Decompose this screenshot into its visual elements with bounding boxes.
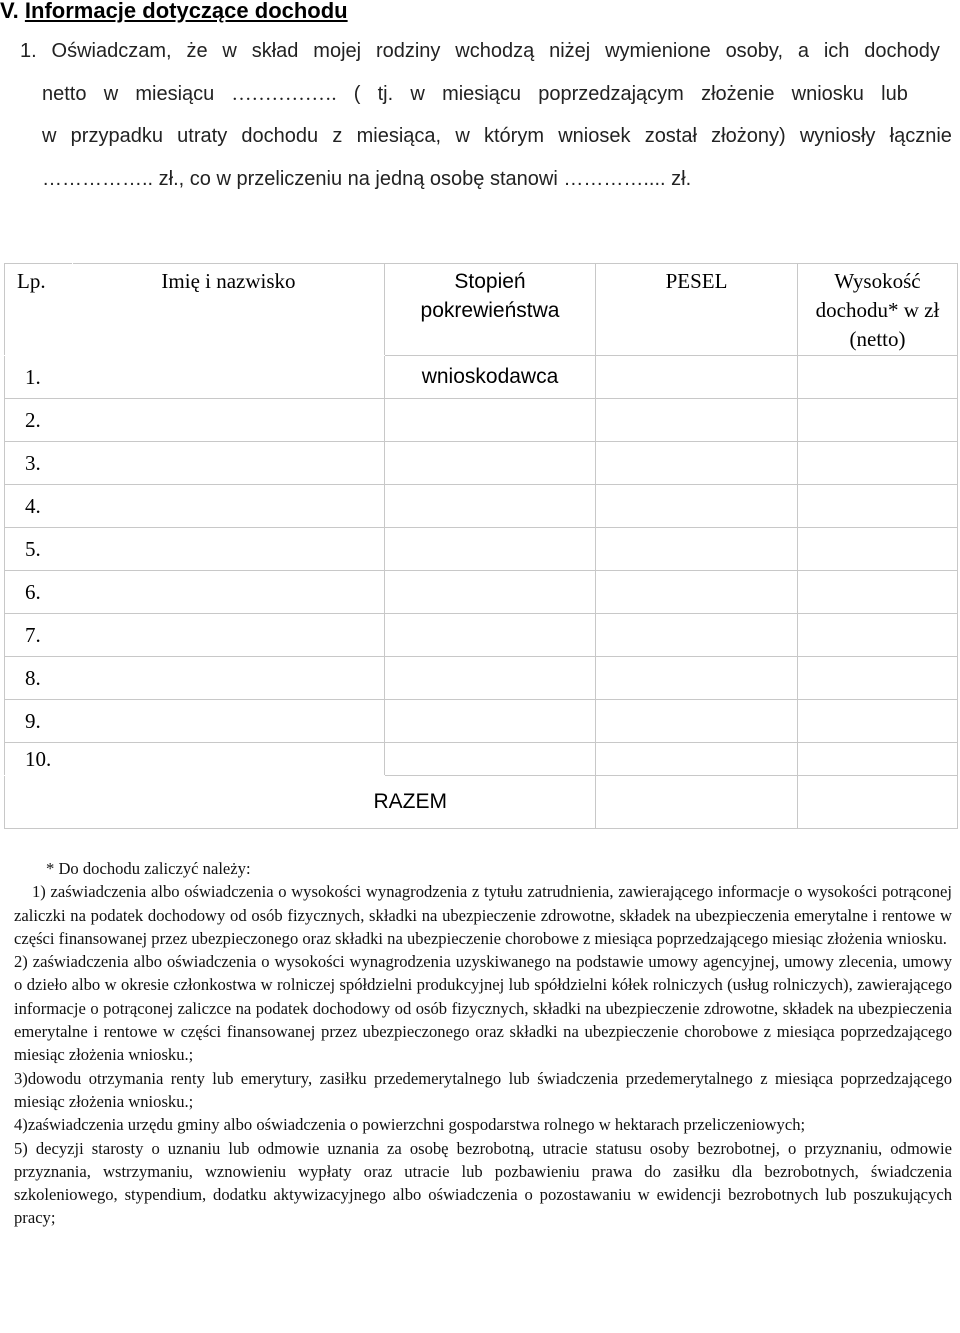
section-title (0, 0, 348, 24)
name-cell (73, 485, 385, 528)
name-cell (73, 743, 385, 776)
declaration-word: miesiąca, (356, 125, 442, 147)
table-row (5, 528, 958, 571)
declaration-word: ich (823, 40, 850, 62)
income-cell (798, 356, 958, 399)
relation-cell (385, 399, 596, 442)
declaration-word: miesiącu (442, 83, 521, 105)
row-number: 9. (5, 700, 73, 743)
income-cell (798, 743, 958, 776)
declaration-word: lub (881, 83, 908, 105)
name-cell (73, 700, 385, 743)
declaration-word: którym (483, 125, 544, 147)
name-cell (73, 528, 385, 571)
pesel-cell (596, 356, 798, 399)
declaration-line-2 (42, 83, 908, 106)
row-number: 6. (5, 571, 73, 614)
declaration-word: mojej (313, 40, 362, 62)
declaration-word: 1. (20, 40, 37, 62)
relation-cell (385, 743, 596, 776)
declaration-word: łącznie (889, 125, 952, 147)
section-prefix: V. (0, 0, 25, 23)
declaration-word: poprzedzającym (538, 83, 684, 105)
table-header-row (5, 264, 958, 356)
declaration-word: złożenie (701, 83, 775, 105)
declaration-word: w (103, 83, 119, 105)
income-cell (798, 399, 958, 442)
row-number: 1. (5, 356, 73, 399)
declaration-word: netto (42, 83, 87, 105)
declaration-line-4: …………….. zł., co w przeliczeniu na jedną osobę stanowi ………….... zł. (42, 168, 692, 190)
income-cell (798, 700, 958, 743)
pesel-cell (596, 700, 798, 743)
row-number: 7. (5, 614, 73, 657)
declaration-word: a (797, 40, 809, 62)
pesel-cell (596, 528, 798, 571)
row-number: 3. (5, 442, 73, 485)
table-row (5, 743, 958, 776)
declaration-word: skład (251, 40, 299, 62)
total-row (5, 776, 958, 829)
name-cell (73, 356, 385, 399)
pesel-cell (596, 399, 798, 442)
income-cell (798, 528, 958, 571)
declaration-word: tj. (377, 83, 394, 105)
declaration-word: w (410, 83, 425, 105)
table-row (5, 399, 958, 442)
header-name: Imię i nazwisko (73, 264, 385, 356)
declaration-word: dochody (864, 40, 940, 62)
declaration-word: w (222, 40, 237, 62)
note-item: 1) zaświadczenia albo oświadczenia o wysokości wynagrodzenia z tytułu zatrudnienia, zawierającego informacje o wysokości potrąconej zaliczki na podatek dochodowy od osób fizycznych, składki na ubezpieczenie zdrowotne, składek na ubezpieczenia emerytalne i rentowe w części finansowanej przez ubezpieczonego oraz składki na ubezpieczenie chorobowe z miesiąca poprzedzającego miesiąc złożenia wniosku. (14, 882, 952, 948)
name-cell (73, 442, 385, 485)
header-relation: Stopień pokrewieństwa (385, 264, 596, 356)
declaration-word: wniosku (791, 83, 864, 105)
declaration-word: wyniosły (799, 125, 876, 147)
header-lp: Lp. (5, 264, 73, 356)
income-cell (798, 442, 958, 485)
income-cell (798, 485, 958, 528)
note-item: 2) zaświadczenia albo oświadczenia o wysokości wynagrodzenia uzyskiwanego na podstawie umowy agencyjnej, umowy zlecenia, umowy o dzieło albo w okresie członkostwa w rolniczej spółdzielni produkcyjnej lub spółdzielni kółek rolniczych (usług rolniczych), zawierającego informacje o potrąconej zaliczce na podatek dochodowy od osób fizycznych, składki na ubezpieczenie zdrowotne, składek na ubezpieczenia emerytalne i rentowe w części finansowanej przez ubezpieczonego oraz składki na ubezpieczenie chorobowe z miesiąca poprzedzającego miesiąc złożenia wniosku.; (14, 952, 952, 1065)
table-row (5, 614, 958, 657)
note-item: 5) decyzji starosty o uznaniu lub odmowie uznania za osobę bezrobotną, utracie statusu osoby bezrobotnej, o przyznaniu, odmowie przyznania, wstrzymaniu, wznowieniu wypłaty oraz utracie lub pozbawieniu prawa do zasiłku dla bezrobotnych, świadczenia szkoleniowego, stypendium, dodatku aktywizacyjnego albo oświadczenia o pozostawaniu w ewidencji bezrobotnych lub poszukujących pracy; (14, 1138, 952, 1228)
row-number: 4. (5, 485, 73, 528)
declaration-line-1 (20, 40, 940, 63)
total-income-cell (798, 776, 958, 829)
pesel-cell (596, 614, 798, 657)
section-title-text: Informacje dotyczące dochodu (24, 0, 348, 23)
total-label: RAZEM (5, 776, 596, 829)
declaration-word: w (455, 125, 470, 147)
row-number: 2. (5, 399, 73, 442)
declaration-word: że (186, 40, 208, 62)
declaration-word: miesiącu (135, 83, 215, 105)
declaration-word: wchodzą (455, 40, 535, 62)
declaration-word: został (644, 125, 697, 147)
income-cell (798, 657, 958, 700)
income-cell (798, 614, 958, 657)
declaration-word: z (332, 125, 343, 147)
pesel-cell (596, 442, 798, 485)
relation-cell (385, 528, 596, 571)
note-item: 3)dowodu otrzymania renty lub emerytury, zasiłku przedemerytalnego lub świadczenia przedemerytalnego z miesiąca poprzedzającego miesiąc złożenia wniosku.; (14, 1068, 952, 1111)
header-income: Wysokość dochodu* w zł (netto) (798, 264, 958, 356)
name-cell (73, 571, 385, 614)
declaration-word: przypadku (70, 125, 163, 147)
relation-cell (385, 485, 596, 528)
pesel-cell (596, 743, 798, 776)
declaration-word: w (42, 125, 57, 147)
declaration-word: ( (353, 83, 361, 105)
note-item: 4)zaświadczenia urzędu gminy albo oświadczenia o powierzchni gospodarstwa rolnego w hektarach przeliczeniowych; (14, 1115, 806, 1135)
table-row (5, 700, 958, 743)
income-notes (14, 857, 952, 1230)
pesel-cell (596, 485, 798, 528)
income-cell (798, 571, 958, 614)
row-number: 5. (5, 528, 73, 571)
relation-cell (385, 571, 596, 614)
name-cell (73, 399, 385, 442)
relation-cell (385, 442, 596, 485)
declaration-line-3 (42, 125, 952, 148)
notes-intro: * Do dochodu zaliczyć należy: (46, 859, 251, 878)
relation-cell (385, 700, 596, 743)
month-blank: ……………. (231, 83, 337, 105)
family-members-table (4, 263, 958, 829)
row-number: 8. (5, 657, 73, 700)
name-cell (73, 657, 385, 700)
declaration-word: niżej (549, 40, 591, 62)
header-pesel: PESEL (596, 264, 798, 356)
declaration-word: dochodu (241, 125, 319, 147)
pesel-cell (596, 657, 798, 700)
total-pesel-cell (596, 776, 798, 829)
row-number: 10. (5, 743, 73, 776)
pesel-cell (596, 571, 798, 614)
declaration-word: rodziny (375, 40, 441, 62)
relation-cell: wnioskodawca (385, 356, 596, 399)
table-row (5, 442, 958, 485)
table-row (5, 356, 958, 399)
declaration-word: wymienione (605, 40, 711, 62)
declaration-word: wniosek (558, 125, 631, 147)
relation-cell (385, 614, 596, 657)
declaration-word: utraty (177, 125, 228, 147)
name-cell (73, 614, 385, 657)
relation-cell (385, 657, 596, 700)
table-row (5, 485, 958, 528)
table-row (5, 657, 958, 700)
declaration-word: złożony) (711, 125, 786, 147)
declaration-word: osoby, (725, 40, 784, 62)
table-row (5, 571, 958, 614)
declaration-word: Oświadczam, (51, 40, 172, 62)
